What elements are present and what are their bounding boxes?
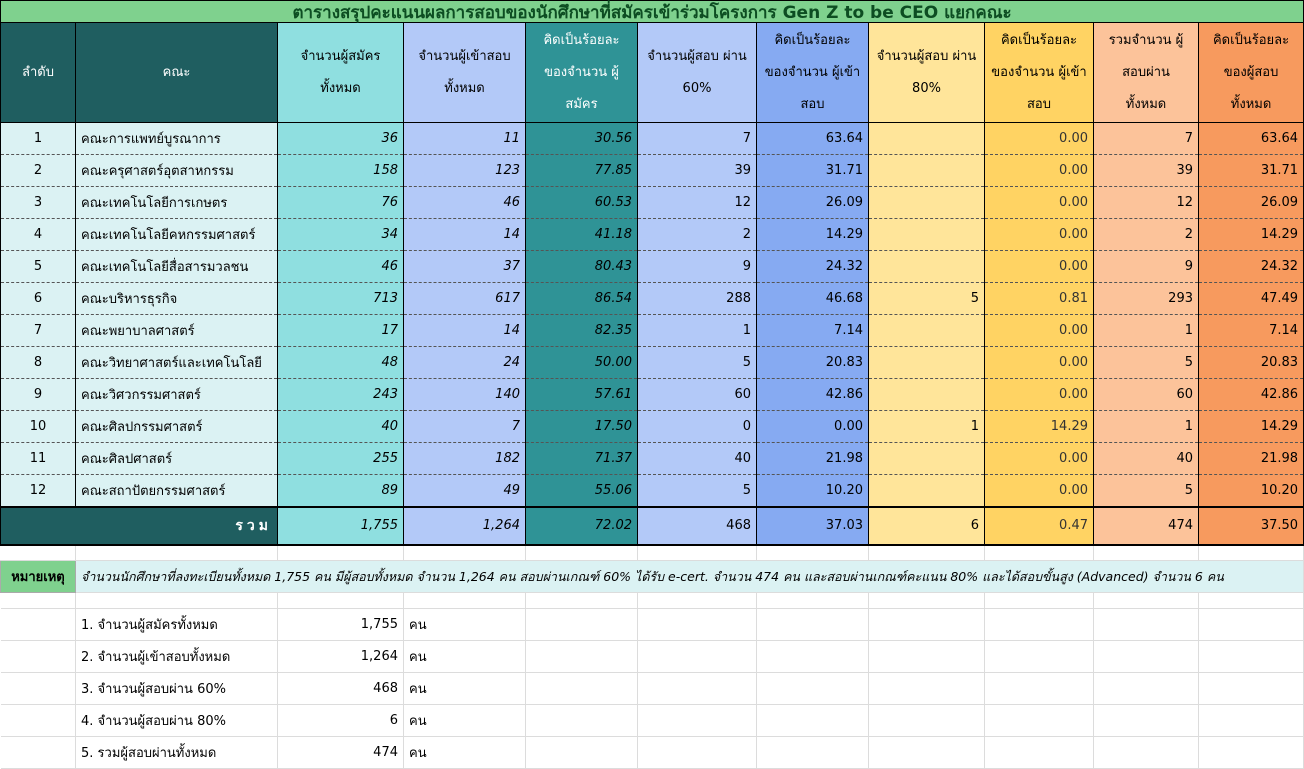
- total-pass60[interactable]: 468: [638, 507, 757, 545]
- summary-label[interactable]: 4. จำนวนผู้สอบผ่าน 80%: [76, 705, 278, 737]
- total-pass80-pct[interactable]: 0.47: [985, 507, 1094, 545]
- summary-unit[interactable]: คน: [404, 641, 526, 673]
- cell-attend-pct[interactable]: 60.53: [526, 187, 638, 219]
- summary-label[interactable]: 5. รวมผู้สอบผ่านทั้งหมด: [76, 737, 278, 769]
- empty-cell[interactable]: [1094, 705, 1199, 737]
- summary-unit[interactable]: คน: [404, 705, 526, 737]
- cell-applicants[interactable]: 17: [278, 315, 404, 347]
- empty-cell[interactable]: [1199, 609, 1304, 641]
- empty-cell[interactable]: [1199, 593, 1304, 609]
- empty-cell[interactable]: [1094, 593, 1199, 609]
- empty-cell[interactable]: [985, 545, 1094, 561]
- empty-cell[interactable]: [1, 545, 76, 561]
- cell-faculty[interactable]: คณะพยาบาลศาสตร์: [76, 315, 278, 347]
- header-no[interactable]: ลำดับ: [1, 23, 76, 123]
- cell-pass60-pct[interactable]: 26.09: [757, 187, 869, 219]
- cell-total-pass-pct[interactable]: 14.29: [1199, 411, 1304, 443]
- cell-total-pass[interactable]: 60: [1094, 379, 1199, 411]
- cell-no[interactable]: 5: [1, 251, 76, 283]
- empty-cell[interactable]: [869, 545, 985, 561]
- cell-attendees[interactable]: 140: [404, 379, 526, 411]
- cell-pass60[interactable]: 12: [638, 187, 757, 219]
- empty-cell[interactable]: [1, 673, 76, 705]
- cell-applicants[interactable]: 243: [278, 379, 404, 411]
- cell-attendees[interactable]: 46: [404, 187, 526, 219]
- note-label[interactable]: หมายเหตุ: [1, 561, 76, 593]
- table-row: [1, 443, 1304, 475]
- empty-cell[interactable]: [869, 609, 985, 641]
- cell-applicants[interactable]: 48: [278, 347, 404, 379]
- cell-total-pass-pct[interactable]: 47.49: [1199, 283, 1304, 315]
- cell-total-pass[interactable]: 12: [1094, 187, 1199, 219]
- empty-cell[interactable]: [638, 545, 757, 561]
- summary-row: [1, 673, 1304, 705]
- empty-cell[interactable]: [526, 641, 638, 673]
- total-row: [1, 507, 1304, 545]
- cell-total-pass-pct[interactable]: 26.09: [1199, 187, 1304, 219]
- cell-faculty[interactable]: คณะศิลปศาสตร์: [76, 443, 278, 475]
- cell-total-pass-pct[interactable]: 14.29: [1199, 219, 1304, 251]
- cell-no[interactable]: 6: [1, 283, 76, 315]
- empty-cell[interactable]: [985, 593, 1094, 609]
- table-row: [1, 155, 1304, 187]
- cell-pass60[interactable]: 39: [638, 155, 757, 187]
- empty-cell[interactable]: [1, 641, 76, 673]
- cell-pass80-pct[interactable]: 0.00: [985, 315, 1094, 347]
- summary-value[interactable]: 474: [278, 737, 404, 769]
- table-row: [1, 347, 1304, 379]
- cell-pass60-pct[interactable]: 10.20: [757, 475, 869, 507]
- total-pass60-pct[interactable]: 37.03: [757, 507, 869, 545]
- cell-pass60[interactable]: 5: [638, 347, 757, 379]
- cell-total-pass[interactable]: 39: [1094, 155, 1199, 187]
- cell-attend-pct[interactable]: 17.50: [526, 411, 638, 443]
- cell-total-pass[interactable]: 5: [1094, 475, 1199, 507]
- cell-total-pass[interactable]: 40: [1094, 443, 1199, 475]
- empty-row: [1, 545, 1304, 561]
- summary-label[interactable]: 3. จำนวนผู้สอบผ่าน 60%: [76, 673, 278, 705]
- empty-cell[interactable]: [985, 737, 1094, 769]
- empty-cell[interactable]: [526, 609, 638, 641]
- cell-pass60-pct[interactable]: 21.98: [757, 443, 869, 475]
- empty-cell[interactable]: [278, 545, 404, 561]
- summary-unit[interactable]: คน: [404, 673, 526, 705]
- total-label[interactable]: รวม: [1, 507, 278, 545]
- summary-label[interactable]: 1. จำนวนผู้สมัครทั้งหมด: [76, 609, 278, 641]
- empty-cell[interactable]: [1094, 641, 1199, 673]
- cell-pass60-pct[interactable]: 46.68: [757, 283, 869, 315]
- empty-cell[interactable]: [1199, 545, 1304, 561]
- cell-pass60-pct[interactable]: 31.71: [757, 155, 869, 187]
- note-text[interactable]: จำนวนนักศึกษาที่ลงทะเบียนทั้งหมด 1,755 คน มีผู้สอบทั้งหมด จำนวน 1,264 คน สอบผ่านเกณฑ์ 60% ได้รับ e-cert. จำนวน 474 คน และสอบผ่านเกณฑ์คะแนน 80% และได้สอบขั้นสูง (Advanced) จำนวน 6 คน: [76, 561, 1304, 593]
- cell-attendees[interactable]: 49: [404, 475, 526, 507]
- header-total-pass-pct[interactable]: คิดเป็นร้อยละ ของผู้สอบ ทั้งหมด: [1199, 23, 1304, 123]
- summary-row: [1, 705, 1304, 737]
- total-attendees[interactable]: 1,264: [404, 507, 526, 545]
- table-row: [1, 379, 1304, 411]
- empty-cell[interactable]: [869, 673, 985, 705]
- header-row: [1, 23, 1304, 123]
- cell-attend-pct[interactable]: 55.06: [526, 475, 638, 507]
- empty-cell[interactable]: [1094, 609, 1199, 641]
- cell-faculty[interactable]: คณะเทคโนโลยีการเกษตร: [76, 187, 278, 219]
- empty-cell[interactable]: [757, 593, 869, 609]
- cell-faculty[interactable]: คณะสถาปัตยกรรมศาสตร์: [76, 475, 278, 507]
- cell-pass80[interactable]: [869, 187, 985, 219]
- header-pass60[interactable]: จำนวนผู้สอบ ผ่าน 60%: [638, 23, 757, 123]
- table-row: [1, 283, 1304, 315]
- empty-row: [1, 593, 1304, 609]
- cell-attend-pct[interactable]: 41.18: [526, 219, 638, 251]
- empty-cell[interactable]: [526, 545, 638, 561]
- table-row: [1, 187, 1304, 219]
- cell-pass80[interactable]: [869, 347, 985, 379]
- cell-no[interactable]: 11: [1, 443, 76, 475]
- cell-total-pass-pct[interactable]: 21.98: [1199, 443, 1304, 475]
- cell-attend-pct[interactable]: 30.56: [526, 123, 638, 155]
- summary-value[interactable]: 6: [278, 705, 404, 737]
- empty-cell[interactable]: [404, 545, 526, 561]
- empty-cell[interactable]: [757, 641, 869, 673]
- empty-cell[interactable]: [638, 673, 757, 705]
- cell-applicants[interactable]: 89: [278, 475, 404, 507]
- cell-pass60[interactable]: 9: [638, 251, 757, 283]
- cell-attend-pct[interactable]: 82.35: [526, 315, 638, 347]
- cell-pass80-pct[interactable]: 14.29: [985, 411, 1094, 443]
- empty-cell[interactable]: [757, 737, 869, 769]
- cell-applicants[interactable]: 255: [278, 443, 404, 475]
- cell-applicants[interactable]: 36: [278, 123, 404, 155]
- empty-cell[interactable]: [1, 609, 76, 641]
- cell-pass80[interactable]: [869, 315, 985, 347]
- cell-pass80[interactable]: [869, 379, 985, 411]
- cell-faculty[interactable]: คณะเทคโนโลยีคหกรรมศาสตร์: [76, 219, 278, 251]
- cell-pass80-pct[interactable]: 0.00: [985, 219, 1094, 251]
- cell-attendees[interactable]: 24: [404, 347, 526, 379]
- header-attend-pct[interactable]: คิดเป็นร้อยละ ของจำนวน ผู้สมัคร: [526, 23, 638, 123]
- empty-cell[interactable]: [985, 609, 1094, 641]
- table-row: [1, 123, 1304, 155]
- empty-cell[interactable]: [526, 593, 638, 609]
- cell-pass80-pct[interactable]: 0.00: [985, 443, 1094, 475]
- cell-attendees[interactable]: 123: [404, 155, 526, 187]
- cell-attendees[interactable]: 37: [404, 251, 526, 283]
- total-pass80[interactable]: 6: [869, 507, 985, 545]
- table-row: [1, 411, 1304, 443]
- empty-cell[interactable]: [985, 705, 1094, 737]
- empty-cell[interactable]: [1094, 673, 1199, 705]
- cell-pass60-pct[interactable]: 42.86: [757, 379, 869, 411]
- cell-pass60[interactable]: 0: [638, 411, 757, 443]
- cell-no[interactable]: 1: [1, 123, 76, 155]
- empty-cell[interactable]: [638, 593, 757, 609]
- total-applicants[interactable]: 1,755: [278, 507, 404, 545]
- cell-total-pass[interactable]: 5: [1094, 347, 1199, 379]
- cell-no[interactable]: 12: [1, 475, 76, 507]
- cell-faculty[interactable]: คณะครุศาสตร์อุตสาหกรรม: [76, 155, 278, 187]
- cell-pass80-pct[interactable]: 0.00: [985, 347, 1094, 379]
- cell-no[interactable]: 10: [1, 411, 76, 443]
- cell-attend-pct[interactable]: 77.85: [526, 155, 638, 187]
- empty-cell[interactable]: [869, 705, 985, 737]
- summary-row: [1, 609, 1304, 641]
- cell-attendees[interactable]: 11: [404, 123, 526, 155]
- cell-faculty[interactable]: คณะวิศวกรรมศาสตร์: [76, 379, 278, 411]
- header-attendees[interactable]: จำนวนผู้เข้าสอบ ทั้งหมด: [404, 23, 526, 123]
- cell-total-pass[interactable]: 1: [1094, 315, 1199, 347]
- cell-pass60[interactable]: 40: [638, 443, 757, 475]
- empty-cell[interactable]: [869, 593, 985, 609]
- cell-pass80[interactable]: [869, 475, 985, 507]
- cell-attend-pct[interactable]: 71.37: [526, 443, 638, 475]
- cell-faculty[interactable]: คณะวิทยาศาสตร์และเทคโนโลยี: [76, 347, 278, 379]
- cell-attend-pct[interactable]: 86.54: [526, 283, 638, 315]
- cell-total-pass-pct[interactable]: 42.86: [1199, 379, 1304, 411]
- cell-applicants[interactable]: 40: [278, 411, 404, 443]
- note-row: [1, 561, 1304, 593]
- cell-pass60-pct[interactable]: 24.32: [757, 251, 869, 283]
- cell-applicants[interactable]: 158: [278, 155, 404, 187]
- empty-cell[interactable]: [1199, 673, 1304, 705]
- empty-cell[interactable]: [1199, 705, 1304, 737]
- empty-cell[interactable]: [1, 737, 76, 769]
- summary-value[interactable]: 1,264: [278, 641, 404, 673]
- empty-cell[interactable]: [757, 545, 869, 561]
- header-faculty[interactable]: คณะ: [76, 23, 278, 123]
- cell-no[interactable]: 3: [1, 187, 76, 219]
- empty-cell[interactable]: [526, 737, 638, 769]
- empty-cell[interactable]: [985, 673, 1094, 705]
- sheet-title[interactable]: ตารางสรุปคะแนนผลการสอบของนักศึกษาที่สมัครเข้าร่วมโครงการ Gen Z to be CEO แยกคณะ: [1, 1, 1304, 23]
- total-total-pass[interactable]: 474: [1094, 507, 1199, 545]
- cell-pass60[interactable]: 1: [638, 315, 757, 347]
- empty-cell[interactable]: [1094, 545, 1199, 561]
- summary-value[interactable]: 468: [278, 673, 404, 705]
- empty-cell[interactable]: [526, 673, 638, 705]
- total-total-pass-pct[interactable]: 37.50: [1199, 507, 1304, 545]
- empty-cell[interactable]: [757, 673, 869, 705]
- empty-cell[interactable]: [757, 705, 869, 737]
- cell-total-pass-pct[interactable]: 24.32: [1199, 251, 1304, 283]
- empty-cell[interactable]: [76, 593, 278, 609]
- cell-attend-pct[interactable]: 57.61: [526, 379, 638, 411]
- cell-pass80-pct[interactable]: 0.00: [985, 123, 1094, 155]
- empty-cell[interactable]: [638, 737, 757, 769]
- cell-attendees[interactable]: 7: [404, 411, 526, 443]
- cell-total-pass-pct[interactable]: 31.71: [1199, 155, 1304, 187]
- cell-faculty[interactable]: คณะศิลปกรรมศาสตร์: [76, 411, 278, 443]
- cell-pass80-pct[interactable]: 0.00: [985, 251, 1094, 283]
- cell-total-pass[interactable]: 9: [1094, 251, 1199, 283]
- cell-total-pass[interactable]: 293: [1094, 283, 1199, 315]
- cell-pass80[interactable]: 1: [869, 411, 985, 443]
- cell-no[interactable]: 4: [1, 219, 76, 251]
- cell-applicants[interactable]: 76: [278, 187, 404, 219]
- header-total-pass[interactable]: รวมจำนวน ผู้สอบผ่าน ทั้งหมด: [1094, 23, 1199, 123]
- cell-pass80[interactable]: [869, 251, 985, 283]
- empty-cell[interactable]: [1094, 737, 1199, 769]
- cell-pass60-pct[interactable]: 14.29: [757, 219, 869, 251]
- empty-cell[interactable]: [638, 641, 757, 673]
- cell-attend-pct[interactable]: 80.43: [526, 251, 638, 283]
- cell-no[interactable]: 2: [1, 155, 76, 187]
- table-row: [1, 475, 1304, 507]
- empty-cell[interactable]: [1199, 641, 1304, 673]
- cell-pass60[interactable]: 5: [638, 475, 757, 507]
- cell-pass60-pct[interactable]: 7.14: [757, 315, 869, 347]
- summary-value[interactable]: 1,755: [278, 609, 404, 641]
- empty-cell[interactable]: [638, 609, 757, 641]
- summary-row: [1, 737, 1304, 769]
- cell-attendees[interactable]: 617: [404, 283, 526, 315]
- cell-pass80-pct[interactable]: 0.81: [985, 283, 1094, 315]
- cell-pass60[interactable]: 60: [638, 379, 757, 411]
- cell-pass80-pct[interactable]: 0.00: [985, 379, 1094, 411]
- cell-attend-pct[interactable]: 50.00: [526, 347, 638, 379]
- cell-no[interactable]: 9: [1, 379, 76, 411]
- empty-cell[interactable]: [869, 737, 985, 769]
- header-pass60-pct[interactable]: คิดเป็นร้อยละ ของจำนวน ผู้เข้าสอบ: [757, 23, 869, 123]
- cell-applicants[interactable]: 46: [278, 251, 404, 283]
- cell-faculty[interactable]: คณะการแพทย์บูรณาการ: [76, 123, 278, 155]
- cell-pass60-pct[interactable]: 63.64: [757, 123, 869, 155]
- cell-applicants[interactable]: 713: [278, 283, 404, 315]
- cell-attendees[interactable]: 14: [404, 315, 526, 347]
- table-row: [1, 219, 1304, 251]
- empty-cell[interactable]: [278, 593, 404, 609]
- summary-row: [1, 641, 1304, 673]
- cell-no[interactable]: 8: [1, 347, 76, 379]
- cell-faculty[interactable]: คณะบริหารธุรกิจ: [76, 283, 278, 315]
- empty-cell[interactable]: [1, 593, 76, 609]
- cell-no[interactable]: 7: [1, 315, 76, 347]
- summary-unit[interactable]: คน: [404, 737, 526, 769]
- cell-total-pass[interactable]: 7: [1094, 123, 1199, 155]
- empty-cell[interactable]: [985, 641, 1094, 673]
- cell-pass60-pct[interactable]: 20.83: [757, 347, 869, 379]
- header-pass80[interactable]: จำนวนผู้สอบ ผ่าน 80%: [869, 23, 985, 123]
- cell-pass80[interactable]: [869, 123, 985, 155]
- total-attend-pct[interactable]: 72.02: [526, 507, 638, 545]
- cell-pass80[interactable]: [869, 155, 985, 187]
- cell-faculty[interactable]: คณะเทคโนโลยีสื่อสารมวลชน: [76, 251, 278, 283]
- cell-pass80-pct[interactable]: 0.00: [985, 187, 1094, 219]
- empty-cell[interactable]: [638, 705, 757, 737]
- cell-total-pass-pct[interactable]: 10.20: [1199, 475, 1304, 507]
- empty-cell[interactable]: [1, 705, 76, 737]
- cell-attendees[interactable]: 14: [404, 219, 526, 251]
- summary-label[interactable]: 2. จำนวนผู้เข้าสอบทั้งหมด: [76, 641, 278, 673]
- cell-pass60[interactable]: 288: [638, 283, 757, 315]
- empty-cell[interactable]: [76, 545, 278, 561]
- empty-cell[interactable]: [404, 593, 526, 609]
- cell-total-pass-pct[interactable]: 20.83: [1199, 347, 1304, 379]
- cell-pass60-pct[interactable]: 0.00: [757, 411, 869, 443]
- summary-unit[interactable]: คน: [404, 609, 526, 641]
- cell-pass60[interactable]: 2: [638, 219, 757, 251]
- cell-total-pass-pct[interactable]: 63.64: [1199, 123, 1304, 155]
- cell-attendees[interactable]: 182: [404, 443, 526, 475]
- cell-total-pass[interactable]: 2: [1094, 219, 1199, 251]
- cell-pass80-pct[interactable]: 0.00: [985, 475, 1094, 507]
- header-pass80-pct[interactable]: คิดเป็นร้อยละ ของจำนวน ผู้เข้าสอบ: [985, 23, 1094, 123]
- empty-cell[interactable]: [1199, 737, 1304, 769]
- cell-pass60[interactable]: 7: [638, 123, 757, 155]
- empty-cell[interactable]: [869, 641, 985, 673]
- cell-total-pass[interactable]: 1: [1094, 411, 1199, 443]
- cell-pass80[interactable]: 5: [869, 283, 985, 315]
- empty-cell[interactable]: [757, 609, 869, 641]
- table-row: [1, 315, 1304, 347]
- cell-total-pass-pct[interactable]: 7.14: [1199, 315, 1304, 347]
- cell-applicants[interactable]: 34: [278, 219, 404, 251]
- cell-pass80-pct[interactable]: 0.00: [985, 155, 1094, 187]
- cell-pass80[interactable]: [869, 443, 985, 475]
- table-row: [1, 251, 1304, 283]
- empty-cell[interactable]: [526, 705, 638, 737]
- header-applicants[interactable]: จำนวนผู้สมัคร ทั้งหมด: [278, 23, 404, 123]
- cell-pass80[interactable]: [869, 219, 985, 251]
